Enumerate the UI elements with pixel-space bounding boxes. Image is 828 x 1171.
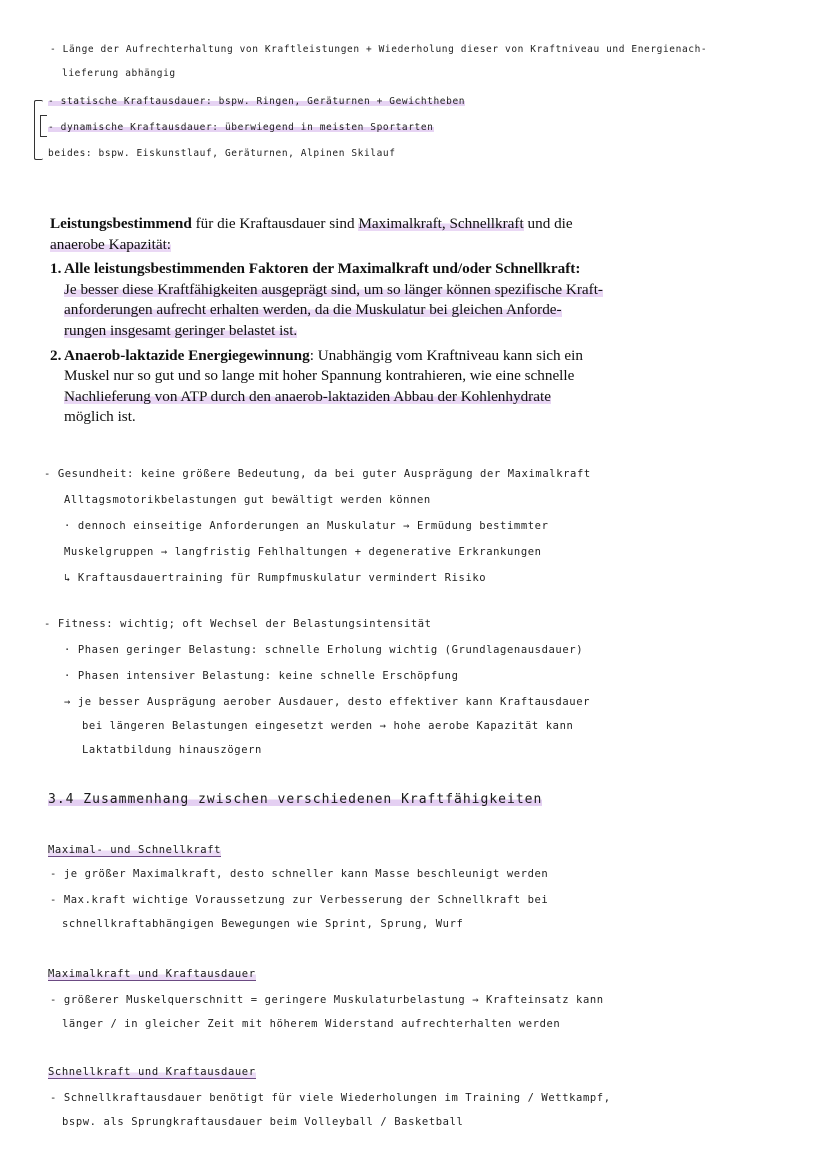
note-line: - Gesundheit: keine größere Bedeutung, da bei guter Ausprägung der Maximalkraft [44,468,591,480]
note-line: · Phasen geringer Belastung: schnelle Erholung wichtig (Grundlagenausdauer) [64,644,584,656]
note-line: - statische Kraftausdauer: bspw. Ringen, Geräturnen + Gewichtheben [48,96,466,107]
note-line: → je besser Ausprägung aerober Ausdauer, desto effektiver kann Kraftausdauer [64,696,591,708]
note-line: - je größer Maximalkraft, desto schneller kann Masse beschleunigt werden [50,868,549,880]
note-line: - Schnellkraftausdauer benötigt für viele Wiederholungen im Training / Wettkampf, [50,1092,611,1104]
note-line: länger / in gleicher Zeit mit höherem Widerstand aufrechterhalten werden [62,1018,561,1030]
note-line: ↳ Kraftausdauertraining für Rumpfmuskulatur vermindert Risiko [64,572,487,584]
printed-item-2-line: möglich ist. [64,408,136,426]
printed-excerpt [50,214,650,428]
printed-item-1-line: rungen insgesamt geringer belastet ist. [64,321,298,339]
note-line: beides: bspw. Eiskunstlauf, Geräturnen, Alpinen Skilauf [48,148,396,159]
subsection-title: Maximalkraft und Kraftausdauer [48,968,256,980]
note-line: - größerer Muskelquerschnitt = geringere Muskulaturbelastung → Krafteinsatz kann [50,994,604,1006]
subsection-title: Schnellkraft und Kraftausdauer [48,1066,256,1078]
section-heading: 3.4 Zusammenhang zwischen verschiedenen Kraftfähigkeiten [48,792,543,807]
subsection-title: Maximal- und Schnellkraft [48,844,222,856]
printed-item-2-line: Muskel nur so gut und so lange mit hoher Spannung kontrahieren, wie eine schnelle [64,367,575,385]
printed-item-1-line: Je besser diese Kraftfähigkeiten ausgeprägt sind, um so länger können spezifische Kraft- [64,280,603,298]
note-line: - Länge der Aufrechterhaltung von Kraftleistungen + Wiederholung dieser von Kraftniveau und Energienach- [50,44,708,55]
printed-item-1-line: anforderungen aufrecht erhalten werden, da die Muskulatur bei gleichen Anforde- [64,301,562,319]
printed-item-1-title: 1. Alle leistungsbestimmenden Faktoren der Maximalkraft und/oder Schnellkraft: [50,260,581,278]
note-line: - dynamische Kraftausdauer: überwiegend in meisten Sportarten [48,122,434,133]
printed-item-2-line: Nachlieferung von ATP durch den anaerob-laktaziden Abbau der Kohlenhydrate [64,387,551,405]
note-line: - Max.kraft wichtige Voraussetzung zur Verbesserung der Schnellkraft bei [50,894,549,906]
note-line: lieferung abhängig [62,68,176,79]
note-line: - Fitness: wichtig; oft Wechsel der Belastungsintensität [44,618,432,630]
printed-intro-line2: anaerobe Kapazität: [50,235,172,253]
printed-item-2-title: 2. Anaerob-laktazide Energiegewinnung: Unabhängig vom Kraftniveau kann sich ein [50,346,583,364]
note-line: schnellkraftabhängigen Bewegungen wie Sprint, Sprung, Wurf [62,918,464,930]
note-line: Alltagsmotorikbelastungen gut bewältigt werden können [64,494,431,506]
note-line: Muskelgruppen → langfristig Fehlhaltungen + degenerative Erkrankungen [64,546,542,558]
printed-intro: Leistungsbestimmend für die Kraftausdauer sind Maximalkraft, Schnellkraft und die [50,215,573,232]
note-line: Laktatbildung hinauszögern [82,744,262,756]
note-line: bspw. als Sprungkraftausdauer beim Volleyball / Basketball [62,1116,464,1128]
note-line: · dennoch einseitige Anforderungen an Muskulatur → Ermüdung bestimmter [64,520,549,532]
note-line: bei längeren Belastungen eingesetzt werden → hohe aerobe Kapazität kann [82,720,574,732]
bracket-mark [40,115,47,137]
note-line: · Phasen intensiver Belastung: keine schnelle Erschöpfung [64,670,459,682]
